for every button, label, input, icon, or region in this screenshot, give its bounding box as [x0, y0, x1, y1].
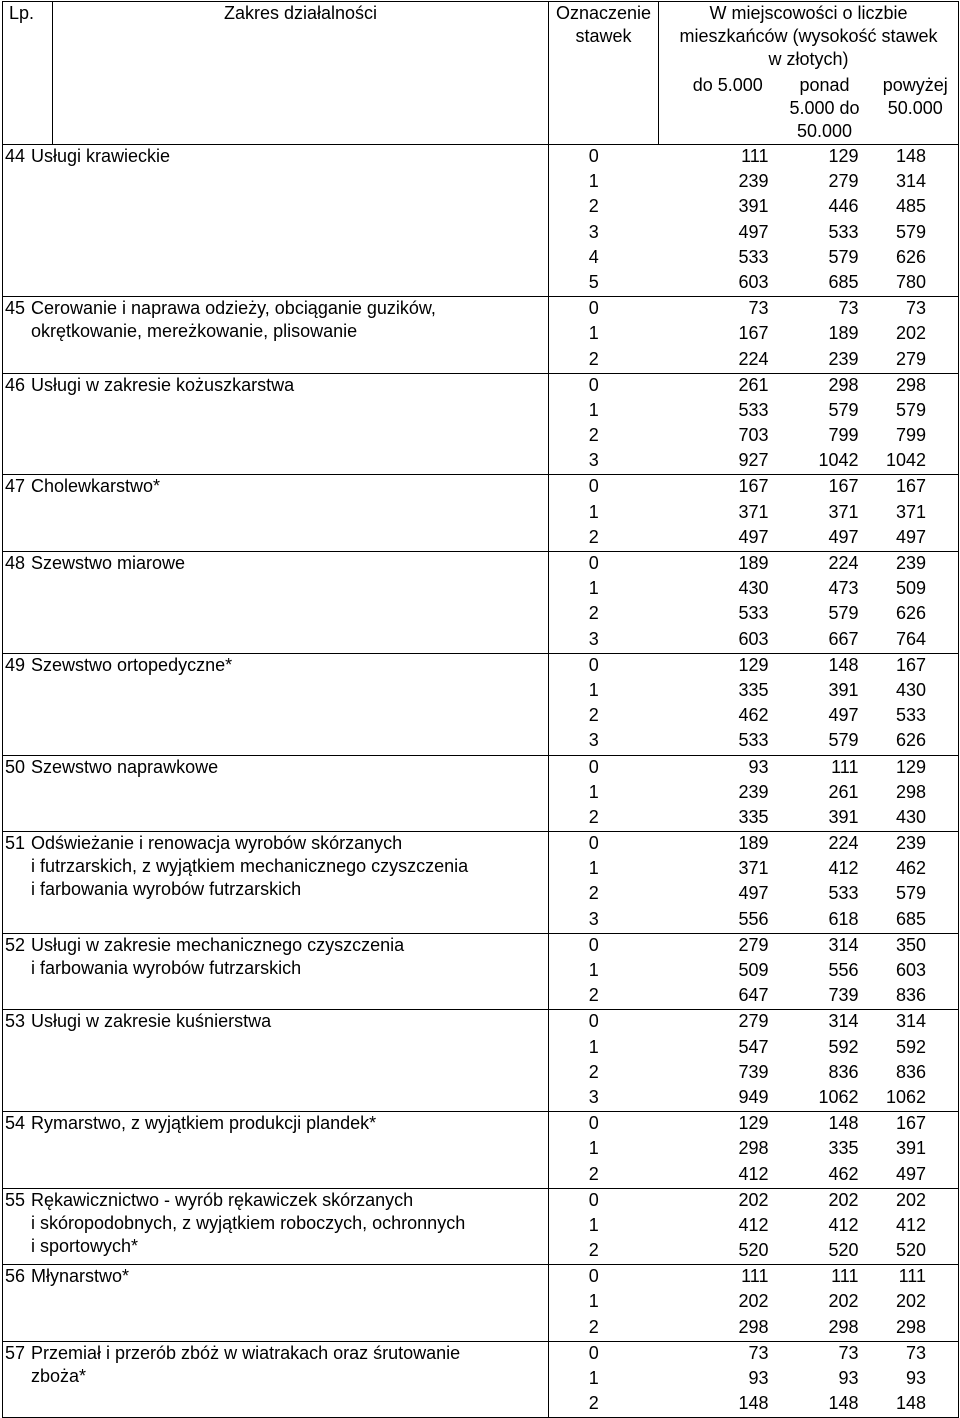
- rate-over-50000: 202: [873, 322, 959, 347]
- activity-name: Cholewkarstwo*: [31, 476, 161, 497]
- activity-name: Usługi krawieckie: [31, 146, 171, 166]
- rate-up-to-5000: 497: [738, 221, 769, 242]
- rate-up-to-5000: 189: [659, 552, 777, 578]
- header-col-a: do 5.000: [692, 74, 763, 95]
- rate-over-50000: 626: [873, 246, 959, 271]
- rate-over-50000: 1042: [873, 449, 959, 475]
- activity-number: 56: [5, 1266, 26, 1287]
- rate-code: 0: [549, 933, 659, 959]
- activity-name: Rymarstwo, z wyjątkiem produkcji plandek*: [31, 1113, 377, 1134]
- rate-code: 1: [588, 1368, 599, 1388]
- table-body: [3, 145, 959, 1418]
- rate-5000-50000: 314: [777, 1010, 873, 1036]
- rate-up-to-5000: 371: [738, 501, 769, 522]
- rate-5000-50000: 111: [777, 755, 873, 781]
- activity-number: 52: [5, 934, 26, 955]
- rate-over-50000: 462: [873, 857, 959, 882]
- rate-code: 0: [549, 1010, 659, 1036]
- rate-5000-50000: 579: [828, 399, 859, 420]
- rate-over-50000: 497: [873, 1163, 959, 1189]
- rate-up-to-5000: 497: [738, 526, 769, 547]
- rate-code: 0: [549, 552, 659, 578]
- activity-name: Przemiał i przerób zbóż w wiatrakach oraz śrutowanie zboża*: [31, 1342, 461, 1386]
- header-col-b: ponad 5.000 do 50.000: [789, 74, 860, 141]
- header-code: Oznaczenie stawek: [549, 2, 659, 145]
- table-row: [3, 755, 959, 781]
- rate-code: 2: [588, 985, 599, 1006]
- rate-up-to-5000: 462: [738, 705, 769, 726]
- activity-cell: [3, 832, 549, 934]
- rate-up-to-5000: 335: [738, 806, 769, 827]
- rate-code: 2: [588, 806, 599, 827]
- rate-up-to-5000: 391: [738, 196, 769, 217]
- table-row: [3, 1010, 959, 1036]
- rate-code: 0: [549, 297, 659, 323]
- table-row: [3, 653, 959, 679]
- activity-cell: [3, 653, 549, 755]
- rate-over-50000: 780: [873, 271, 959, 297]
- rate-over-50000: 371: [873, 501, 959, 526]
- rate-over-50000: 509: [873, 577, 959, 602]
- rate-up-to-5000: 430: [738, 578, 769, 599]
- activity-cell: [3, 1188, 549, 1265]
- rate-up-to-5000: 949: [738, 1086, 769, 1107]
- rate-5000-50000: 579: [828, 246, 859, 267]
- rate-5000-50000: 314: [777, 933, 873, 959]
- rate-5000-50000: 799: [828, 425, 859, 446]
- rate-5000-50000: 335: [828, 1138, 859, 1159]
- rate-over-50000: 148: [873, 1392, 959, 1418]
- rate-up-to-5000: 129: [659, 653, 777, 679]
- rate-5000-50000: 412: [828, 1214, 859, 1235]
- table-row: [3, 1341, 959, 1367]
- rate-5000-50000: 111: [777, 1265, 873, 1291]
- rate-over-50000: 279: [873, 348, 959, 374]
- table-row: [3, 1188, 959, 1214]
- rate-5000-50000: 298: [828, 1316, 859, 1337]
- rate-code: 1: [588, 960, 599, 980]
- rate-code: 0: [549, 1265, 659, 1291]
- rate-code: 2: [588, 705, 599, 726]
- rate-5000-50000: 446: [828, 196, 859, 217]
- rate-5000-50000: 556: [828, 960, 859, 980]
- rate-5000-50000: 1042: [818, 450, 859, 471]
- rate-code: 1: [588, 1138, 599, 1159]
- table-row: [3, 1112, 959, 1138]
- rate-code: 0: [549, 145, 659, 171]
- rate-code: 3: [588, 450, 599, 471]
- rate-over-50000: 579: [873, 882, 959, 907]
- rate-5000-50000: 129: [777, 145, 873, 171]
- rate-5000-50000: 533: [828, 221, 859, 242]
- rate-over-50000: 764: [873, 628, 959, 654]
- rate-up-to-5000: 547: [738, 1036, 769, 1057]
- rate-over-50000: 799: [873, 424, 959, 449]
- table-row: [3, 552, 959, 578]
- activity-cell: [3, 373, 549, 475]
- rate-5000-50000: 73: [777, 297, 873, 323]
- activity-cell: [3, 1341, 549, 1418]
- rate-5000-50000: 261: [828, 781, 859, 802]
- rate-5000-50000: 836: [828, 1061, 859, 1082]
- rate-up-to-5000: 371: [738, 858, 769, 879]
- rate-code: 1: [588, 171, 599, 192]
- rate-up-to-5000: 224: [738, 348, 769, 369]
- rate-5000-50000: 1062: [818, 1086, 859, 1107]
- activity-name: Szewstwo ortopedyczne*: [31, 654, 233, 675]
- rate-code: 0: [549, 653, 659, 679]
- rate-code: 2: [588, 1163, 599, 1184]
- rate-over-50000: 129: [873, 755, 959, 781]
- activity-name: Usługi w zakresie mechanicznego czyszczenia i farbowania wyrobów futrzarskich: [31, 934, 405, 978]
- activity-name: Usługi w zakresie kuśnierstwa: [31, 1011, 272, 1032]
- rate-over-50000: 579: [873, 221, 959, 246]
- table-row: [3, 832, 959, 858]
- rate-over-50000: 1062: [873, 1086, 959, 1112]
- rate-over-50000: 167: [873, 475, 959, 501]
- rate-over-50000: 239: [873, 832, 959, 858]
- activity-number: 57: [5, 1342, 26, 1363]
- rate-up-to-5000: 73: [659, 297, 777, 323]
- rate-5000-50000: 279: [828, 171, 859, 192]
- rate-over-50000: 626: [873, 602, 959, 627]
- rate-code: 0: [549, 373, 659, 399]
- rate-5000-50000: 167: [777, 475, 873, 501]
- rate-up-to-5000: 533: [738, 730, 769, 751]
- rate-up-to-5000: 189: [659, 832, 777, 858]
- rate-5000-50000: 298: [777, 373, 873, 399]
- rate-over-50000: 836: [873, 984, 959, 1010]
- rate-code: 1: [588, 1291, 599, 1312]
- activity-number: 44: [5, 146, 26, 166]
- rate-up-to-5000: 509: [738, 960, 769, 980]
- rates-table: [2, 1, 959, 1418]
- rate-5000-50000: 685: [828, 271, 859, 292]
- rate-up-to-5000: 298: [738, 1316, 769, 1337]
- rate-up-to-5000: 167: [659, 475, 777, 501]
- rate-over-50000: 73: [873, 297, 959, 323]
- rate-over-50000: 592: [873, 1036, 959, 1061]
- activity-number: 51: [5, 833, 26, 854]
- rate-up-to-5000: 129: [659, 1112, 777, 1138]
- rate-over-50000: 430: [873, 806, 959, 832]
- rate-code: 1: [588, 399, 599, 420]
- rate-over-50000: 111: [873, 1265, 959, 1291]
- activity-cell: [3, 297, 549, 374]
- table-row: [3, 475, 959, 501]
- rate-up-to-5000: 167: [738, 323, 769, 344]
- table-row: [3, 933, 959, 959]
- rate-over-50000: 391: [873, 1137, 959, 1162]
- rate-up-to-5000: 520: [738, 1240, 769, 1261]
- activity-cell: [3, 1265, 549, 1342]
- rate-over-50000: 430: [873, 679, 959, 704]
- rate-up-to-5000: 73: [659, 1341, 777, 1367]
- rate-over-50000: 202: [873, 1188, 959, 1214]
- rate-up-to-5000: 603: [738, 628, 769, 649]
- rate-code: 2: [588, 1061, 599, 1082]
- rate-5000-50000: 148: [777, 1392, 873, 1418]
- activity-cell: [3, 1112, 549, 1189]
- rate-5000-50000: 497: [828, 705, 859, 726]
- rate-over-50000: 626: [873, 729, 959, 755]
- rate-5000-50000: 739: [828, 985, 859, 1006]
- rate-over-50000: 202: [873, 1290, 959, 1315]
- rate-5000-50000: 73: [777, 1341, 873, 1367]
- rate-up-to-5000: 202: [738, 1291, 769, 1312]
- rate-code: 1: [588, 578, 599, 599]
- rate-up-to-5000: 239: [738, 171, 769, 192]
- activity-name: Szewstwo naprawkowe: [31, 756, 219, 777]
- rate-5000-50000: 618: [828, 908, 859, 929]
- rate-code: 3: [588, 1086, 599, 1107]
- rate-code: 3: [588, 908, 599, 929]
- rate-5000-50000: 579: [828, 730, 859, 751]
- rate-5000-50000: 202: [777, 1188, 873, 1214]
- activity-cell: [3, 475, 549, 552]
- activity-number: 45: [5, 298, 26, 319]
- rate-over-50000: 314: [873, 1010, 959, 1036]
- rate-over-50000: 148: [873, 145, 959, 171]
- rate-over-50000: 520: [873, 1239, 959, 1265]
- rate-up-to-5000: 148: [659, 1392, 777, 1418]
- rate-up-to-5000: 703: [738, 425, 769, 446]
- rate-5000-50000: 189: [828, 323, 859, 344]
- rate-5000-50000: 520: [828, 1240, 859, 1261]
- rate-5000-50000: 667: [828, 628, 859, 649]
- rate-code: 0: [549, 832, 659, 858]
- rate-over-50000: 298: [873, 781, 959, 806]
- rate-code: 0: [549, 1341, 659, 1367]
- activity-name: Odświeżanie i renowacja wyrobów skórzanych i futrzarskich, z wyjątkiem mechanicznego czyszczenia i farbowania wyrobów futrzarskich: [31, 833, 469, 900]
- rate-over-50000: 412: [873, 1214, 959, 1239]
- rate-5000-50000: 497: [828, 526, 859, 547]
- rate-over-50000: 73: [873, 1341, 959, 1367]
- rate-up-to-5000: 111: [659, 145, 777, 171]
- activity-name: Młynarstwo*: [31, 1266, 130, 1287]
- rate-over-50000: 298: [873, 373, 959, 399]
- rate-code: 2: [588, 425, 599, 446]
- rate-5000-50000: 148: [777, 653, 873, 679]
- rate-up-to-5000: 497: [738, 883, 769, 904]
- rate-5000-50000: 533: [828, 883, 859, 904]
- rate-up-to-5000: 93: [659, 755, 777, 781]
- rate-code: 0: [549, 755, 659, 781]
- rate-code: 1: [588, 679, 599, 700]
- rate-over-50000: 239: [873, 552, 959, 578]
- rate-up-to-5000: 111: [659, 1265, 777, 1291]
- activity-cell: [3, 1010, 549, 1112]
- rate-up-to-5000: 412: [738, 1163, 769, 1184]
- rate-over-50000: 350: [873, 933, 959, 959]
- rate-code: 3: [588, 221, 599, 242]
- header-col-c: powyżej 50.000: [873, 74, 959, 145]
- activity-number: 46: [5, 374, 26, 395]
- table-row: [3, 145, 959, 171]
- rate-code: 2: [588, 883, 599, 904]
- rate-5000-50000: 224: [777, 552, 873, 578]
- rate-up-to-5000: 556: [738, 908, 769, 929]
- rate-up-to-5000: 533: [738, 399, 769, 420]
- rate-5000-50000: 202: [828, 1291, 859, 1312]
- header-locality: W miejscowości o liczbie mieszkańców (wysokość stawek w złotych): [659, 2, 959, 74]
- rate-over-50000: 167: [873, 653, 959, 679]
- rate-over-50000: 533: [873, 704, 959, 729]
- rate-code: 1: [588, 323, 599, 344]
- activity-number: 49: [5, 654, 26, 675]
- rate-5000-50000: 371: [828, 501, 859, 522]
- rate-up-to-5000: 739: [738, 1061, 769, 1082]
- table-row: [3, 297, 959, 323]
- rate-5000-50000: 462: [828, 1163, 859, 1184]
- activity-number: 54: [5, 1113, 26, 1134]
- rate-up-to-5000: 603: [738, 271, 769, 292]
- rate-over-50000: 685: [873, 908, 959, 934]
- rate-code: 2: [588, 348, 599, 369]
- rate-code: 3: [588, 628, 599, 649]
- rate-up-to-5000: 927: [738, 450, 769, 471]
- activity-number: 47: [5, 476, 26, 497]
- activity-cell: [3, 552, 549, 654]
- rate-over-50000: 314: [873, 170, 959, 195]
- activity-cell: [3, 755, 549, 832]
- rate-up-to-5000: 279: [659, 1010, 777, 1036]
- rate-code: 1: [588, 1036, 599, 1057]
- activity-name: Rękawicznictwo - wyrób rękawiczek skórzanych i skóropodobnych, z wyjątkiem roboczych, ochronnych i sportowych*: [31, 1189, 466, 1256]
- rate-5000-50000: 473: [828, 578, 859, 599]
- activity-name: Cerowanie i naprawa odzieży, obciąganie guzików, okrętkowanie, mereżkowanie, plisowanie: [31, 298, 436, 342]
- rate-over-50000: 836: [873, 1061, 959, 1086]
- rate-code: 1: [588, 501, 599, 522]
- table-row: [3, 1265, 959, 1291]
- activity-number: 55: [5, 1189, 26, 1210]
- rate-5000-50000: 93: [838, 1368, 859, 1388]
- rate-5000-50000: 148: [777, 1112, 873, 1138]
- rate-up-to-5000: 202: [659, 1188, 777, 1214]
- rate-up-to-5000: 335: [738, 679, 769, 700]
- rate-over-50000: 485: [873, 195, 959, 220]
- rate-code: 2: [549, 1392, 659, 1418]
- table-row: [3, 373, 959, 399]
- rate-over-50000: 167: [873, 1112, 959, 1138]
- rate-code: 0: [549, 475, 659, 501]
- rate-code: 1: [588, 781, 599, 802]
- activity-number: 53: [5, 1011, 26, 1032]
- rate-5000-50000: 391: [828, 806, 859, 827]
- rate-over-50000: 603: [873, 959, 959, 984]
- rate-code: 0: [549, 1112, 659, 1138]
- rate-5000-50000: 592: [828, 1036, 859, 1057]
- rate-code: 2: [588, 526, 599, 547]
- rate-code: 0: [549, 1188, 659, 1214]
- rate-5000-50000: 412: [828, 858, 859, 879]
- rate-code: 4: [588, 246, 599, 267]
- activity-number: 50: [5, 756, 26, 777]
- rate-over-50000: 298: [873, 1316, 959, 1342]
- rate-code: 2: [588, 1240, 599, 1261]
- activity-name: Usługi w zakresie kożuszkarstwa: [31, 374, 295, 395]
- activity-cell: [3, 933, 549, 1010]
- header-scope: Zakres działalności: [53, 2, 549, 145]
- rate-over-50000: 93: [873, 1367, 959, 1392]
- rate-up-to-5000: 298: [738, 1138, 769, 1159]
- rate-code: 1: [588, 858, 599, 879]
- rate-up-to-5000: 412: [738, 1214, 769, 1235]
- rate-5000-50000: 579: [828, 603, 859, 624]
- header-lp: Lp.: [3, 2, 53, 145]
- rate-up-to-5000: 261: [659, 373, 777, 399]
- rate-5000-50000: 224: [777, 832, 873, 858]
- rate-up-to-5000: 93: [748, 1368, 769, 1388]
- rate-up-to-5000: 279: [659, 933, 777, 959]
- rate-over-50000: 497: [873, 526, 959, 552]
- rate-up-to-5000: 239: [738, 781, 769, 802]
- rate-code: 2: [588, 1316, 599, 1337]
- activity-cell: [3, 145, 549, 297]
- rate-code: 1: [588, 1214, 599, 1235]
- rate-up-to-5000: 647: [738, 985, 769, 1006]
- activity-name: Szewstwo miarowe: [31, 553, 186, 573]
- rate-code: 2: [588, 603, 599, 624]
- rate-5000-50000: 239: [828, 348, 859, 369]
- rate-over-50000: 579: [873, 399, 959, 424]
- rate-code: 2: [588, 196, 599, 217]
- rate-code: 3: [588, 730, 599, 751]
- rate-up-to-5000: 533: [738, 246, 769, 267]
- rate-5000-50000: 391: [828, 679, 859, 700]
- rate-code: 5: [588, 271, 599, 292]
- rate-up-to-5000: 533: [738, 603, 769, 624]
- activity-number: 48: [5, 553, 26, 573]
